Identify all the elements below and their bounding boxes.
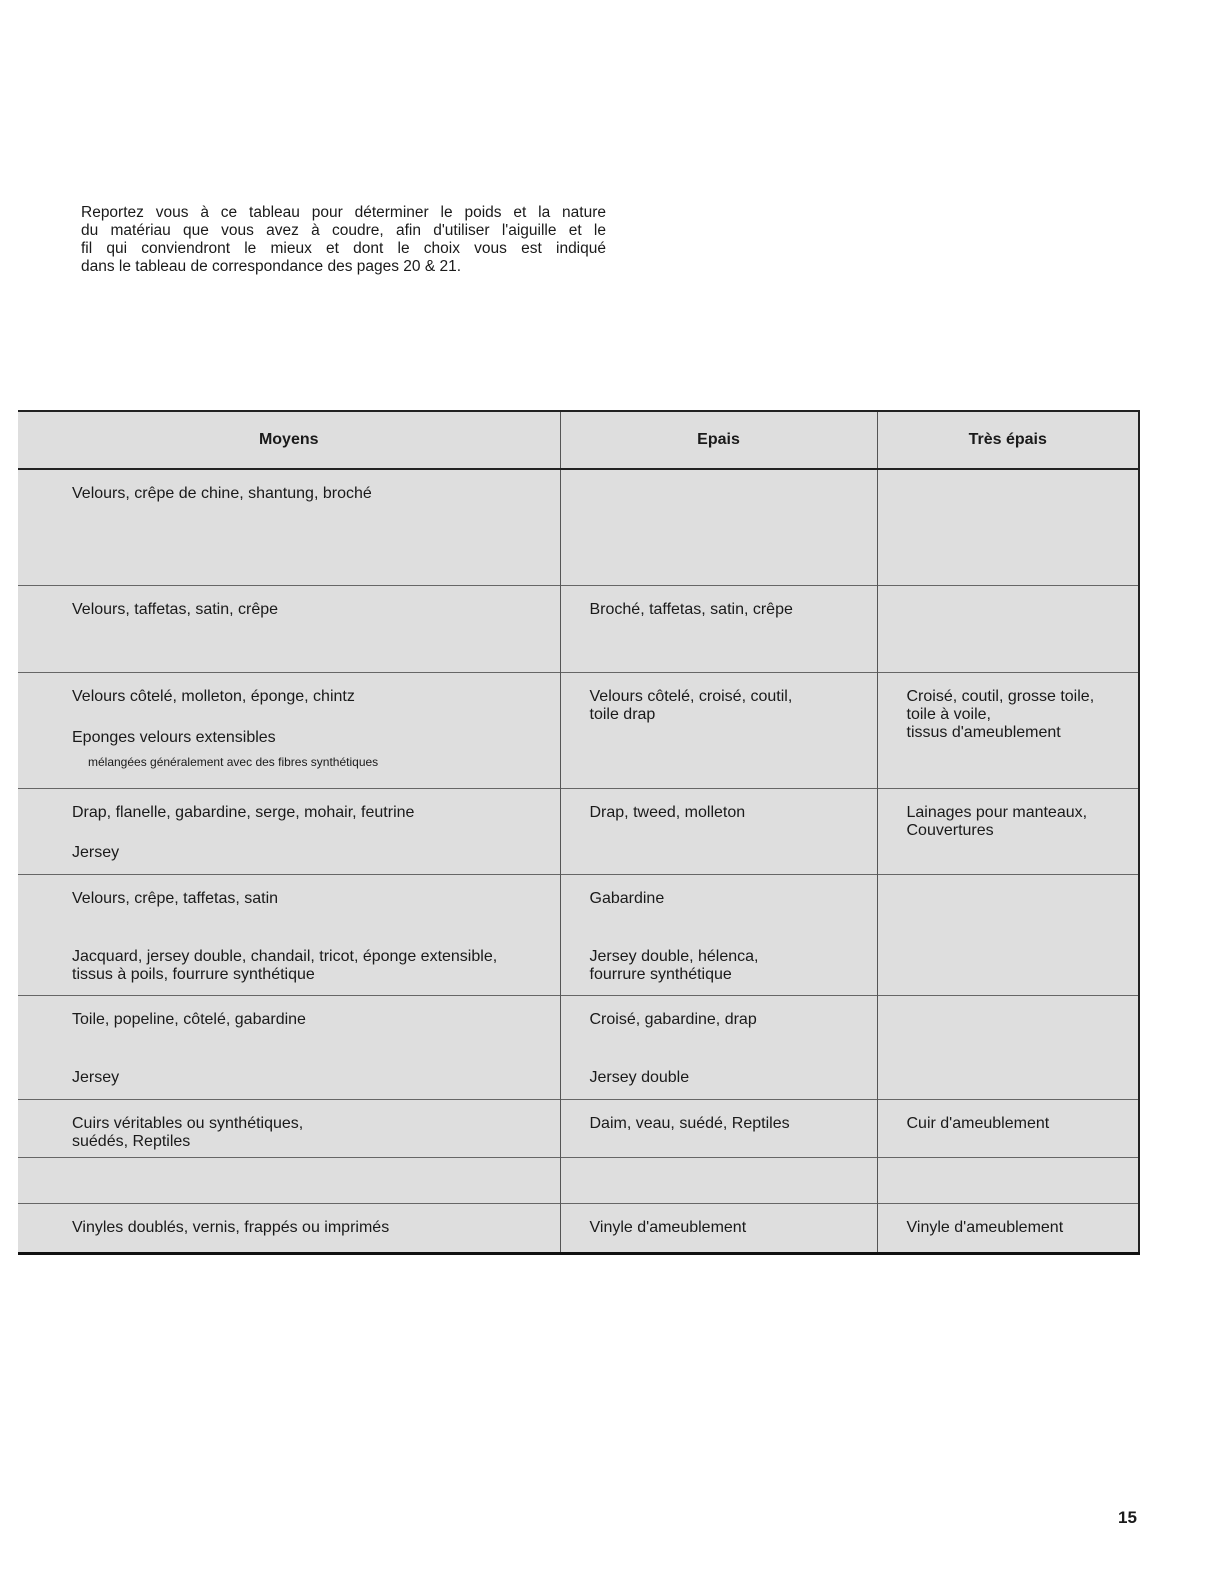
cell-epais [560,469,877,585]
cell-moyens [18,1157,560,1203]
cell-epais: Vinyle d'ameublement [560,1203,877,1253]
intro-line: fil qui conviendront le mieux et dont le choix vous est indiqué [81,240,606,257]
table-row [18,672,1139,788]
cell-tres-epais [877,469,1139,585]
cell-tres-epais [877,585,1139,672]
cell-epais: Broché, taffetas, satin, crêpe [560,585,877,672]
table-row [18,874,1139,995]
cell-tres-epais: Cuir d'ameublement [877,1099,1139,1157]
cell-epais: Daim, veau, suédé, Reptiles [560,1099,877,1157]
cell-epais [560,1157,877,1203]
cell-moyens: Velours, crêpe, taffetas, satin Jacquard, jersey double, chandail, tricot, éponge extensible, tissus à poils, fourrure synthétique [18,874,560,995]
table-header-row [18,411,1139,469]
cell-tres-epais: Lainages pour manteaux, Couvertures [877,788,1139,874]
intro-paragraph [81,204,606,276]
cell-tres-epais [877,995,1139,1099]
cell-epais: Drap, tweed, molleton [560,788,877,874]
table-row [18,1099,1139,1157]
cell-moyens: Toile, popeline, côtelé, gabardine Jersey [18,995,560,1099]
cell-moyens: Velours côtelé, molleton, éponge, chintz Eponges velours extensibles mélangées généralement avec des fibres synthétiques [18,672,560,788]
cell-moyens: Cuirs véritables ou synthétiques, suédés, Reptiles [18,1099,560,1157]
fabric-weight-table [18,410,1140,1255]
table-row [18,788,1139,874]
intro-line: dans le tableau de correspondance des pages 20 & 21. [81,258,462,275]
intro-line: du matériau que vous avez à coudre, afin d'utiliser l'aiguille et le [81,222,606,239]
cell-moyens: Velours, taffetas, satin, crêpe [18,585,560,672]
cell-tres-epais: Croisé, coutil, grosse toile, toile à voile, tissus d'ameublement [877,672,1139,788]
header-tres-epais: Très épais [877,411,1139,469]
cell-tres-epais: Vinyle d'ameublement [877,1203,1139,1253]
header-moyens: Moyens [18,411,560,469]
table-row [18,585,1139,672]
cell-tres-epais [877,1157,1139,1203]
cell-moyens: Vinyles doublés, vernis, frappés ou imprimés [18,1203,560,1253]
cell-moyens: Drap, flanelle, gabardine, serge, mohair, feutrine Jersey [18,788,560,874]
table-row [18,995,1139,1099]
page-number: 15 [1118,1508,1137,1527]
cell-epais: Gabardine Jersey double, hélenca, fourrure synthétique [560,874,877,995]
cell-tres-epais [877,874,1139,995]
cell-moyens: Velours, crêpe de chine, shantung, broché [72,485,372,502]
footnote-text: mélangées généralement avec des fibres synthétiques [88,754,379,769]
table-row [18,1157,1139,1203]
header-epais: Epais [560,411,877,469]
cell-epais: Velours côtelé, croisé, coutil, toile drap [560,672,877,788]
table-row [18,1203,1139,1253]
cell-epais: Croisé, gabardine, drap Jersey double [560,995,877,1099]
intro-line: Reportez vous à ce tableau pour déterminer le poids et la nature [81,204,606,221]
table-row [18,469,1139,585]
